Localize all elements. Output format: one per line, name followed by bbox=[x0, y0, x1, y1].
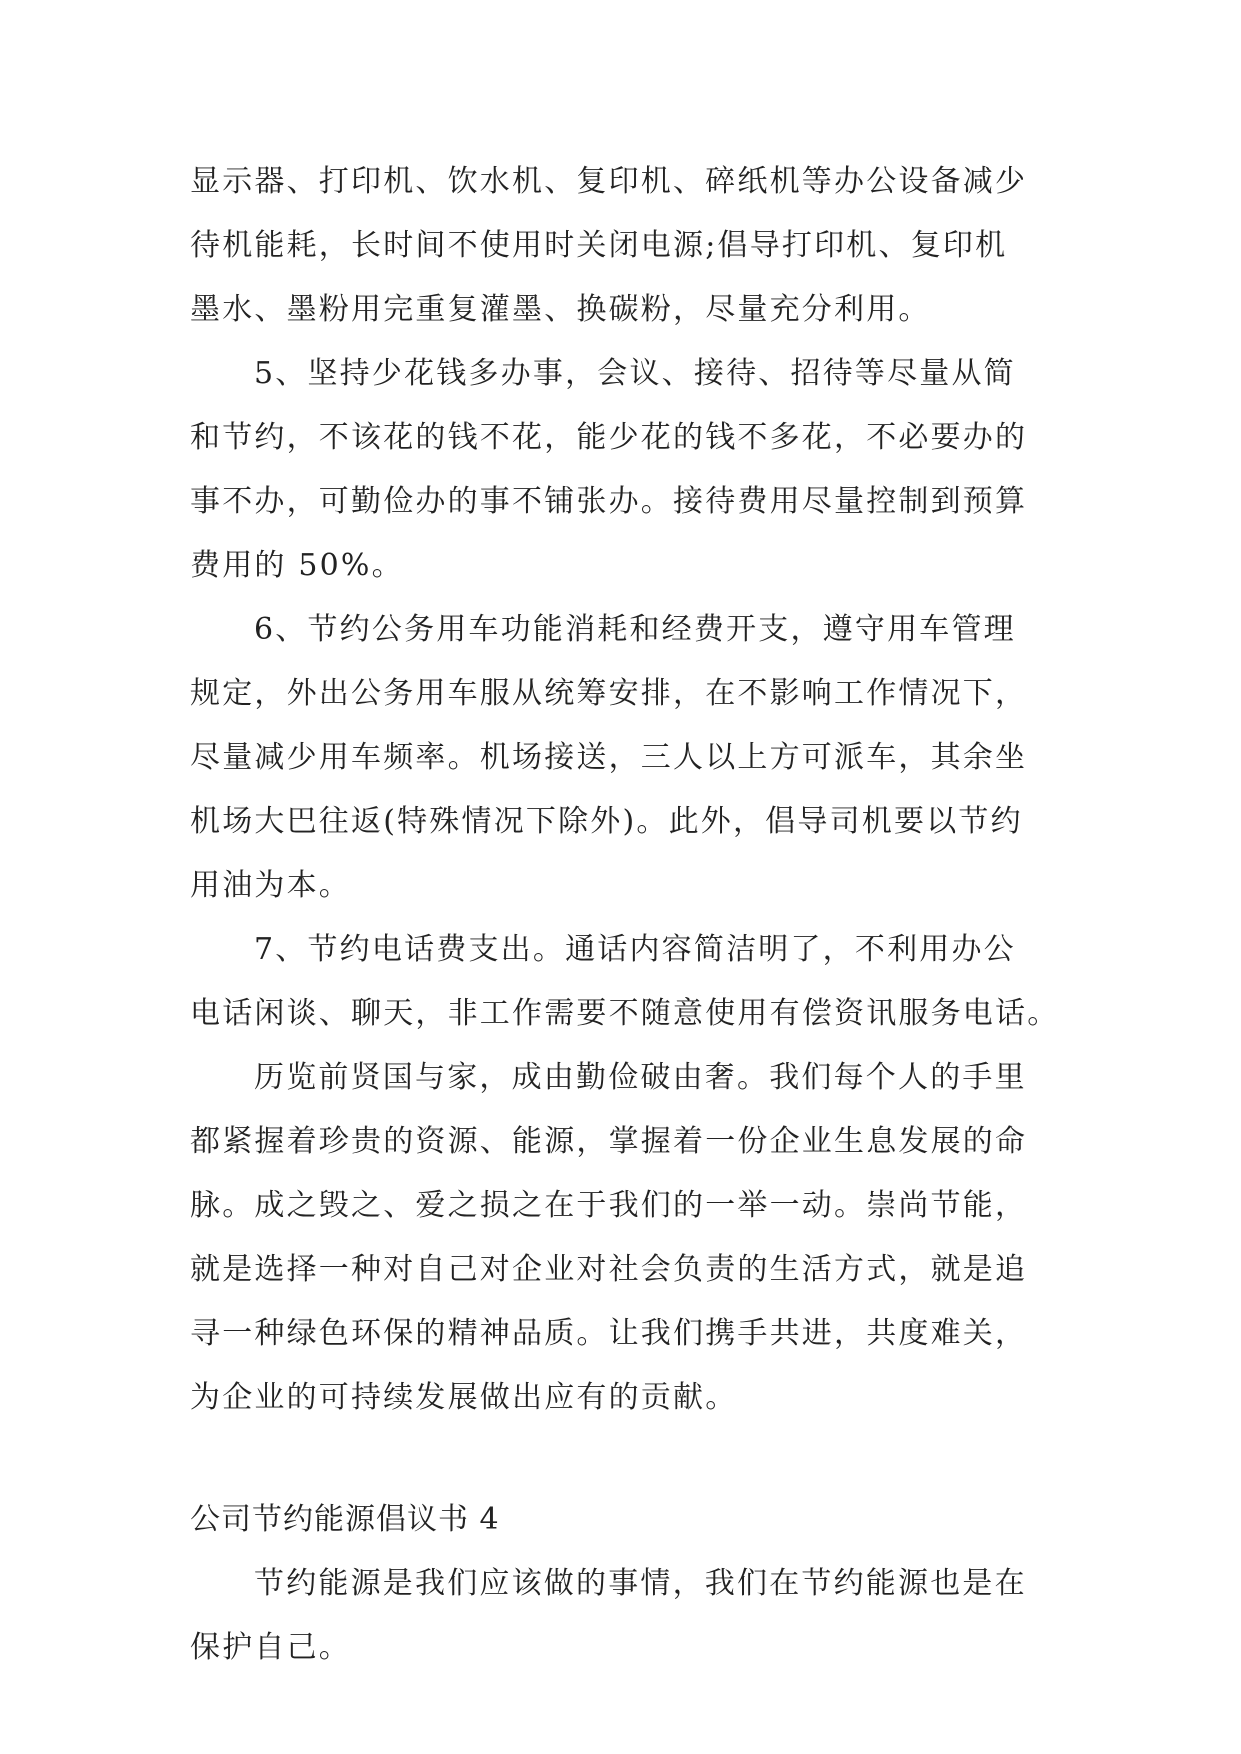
paragraph-line: 寻一种绿色环保的精神品质。让我们携手共进，共度难关， bbox=[190, 1316, 1028, 1351]
paragraph-line: 机场大巴往返(特殊情况下除外)。此外，倡导司机要以节约 bbox=[190, 804, 1023, 839]
paragraph-line: 历览前贤国与家，成由勤俭破由奢。我们每个人的手里 bbox=[254, 1060, 1027, 1095]
paragraph-line: 事不办，可勤俭办的事不铺张办。接待费用尽量控制到预算 bbox=[190, 484, 1028, 519]
paragraph-line: 为企业的可持续发展做出应有的贡献。 bbox=[190, 1380, 738, 1415]
paragraph-line: 待机能耗，长时间不使用时关闭电源;倡导打印机、复印机 bbox=[190, 228, 1008, 263]
paragraph-line: 规定，外出公务用车服从统筹安排，在不影响工作情况下， bbox=[190, 676, 1028, 711]
section-title: 公司节约能源倡议书 4 bbox=[190, 1502, 500, 1537]
paragraph-line: 节约能源是我们应该做的事情，我们在节约能源也是在 bbox=[254, 1566, 1027, 1601]
paragraph-line: 尽量减少用车频率。机场接送，三人以上方可派车，其余坐 bbox=[190, 740, 1028, 775]
paragraph-line: 就是选择一种对自己对企业对社会负责的生活方式，就是追 bbox=[190, 1252, 1028, 1287]
paragraph-line: 费用的 50%。 bbox=[190, 548, 404, 583]
paragraph-line: 用油为本。 bbox=[190, 868, 351, 903]
paragraph-line: 都紧握着珍贵的资源、能源，掌握着一份企业生息发展的命 bbox=[190, 1124, 1028, 1159]
paragraph-line: 电话闲谈、聊天，非工作需要不随意使用有偿资讯服务电话。 bbox=[190, 996, 1060, 1031]
paragraph-line: 和节约，不该花的钱不花，能少花的钱不多花，不必要办的 bbox=[190, 420, 1028, 455]
paragraph-line: 6、节约公务用车功能消耗和经费开支，遵守用车管理 bbox=[254, 612, 1016, 647]
paragraph-line: 脉。成之毁之、爱之损之在于我们的一举一动。崇尚节能， bbox=[190, 1188, 1028, 1223]
paragraph-line: 7、节约电话费支出。通话内容简洁明了，不利用办公 bbox=[254, 932, 1016, 967]
paragraph-line: 墨水、墨粉用完重复灌墨、换碳粉，尽量充分利用。 bbox=[190, 292, 931, 327]
paragraph-line: 显示器、打印机、饮水机、复印机、碎纸机等办公设备减少 bbox=[190, 164, 1028, 199]
paragraph-line: 保护自己。 bbox=[190, 1630, 351, 1665]
document-page bbox=[190, 150, 1060, 1680]
paragraph-line: 5、坚持少花钱多办事，会议、接待、招待等尽量从简 bbox=[254, 356, 1016, 391]
